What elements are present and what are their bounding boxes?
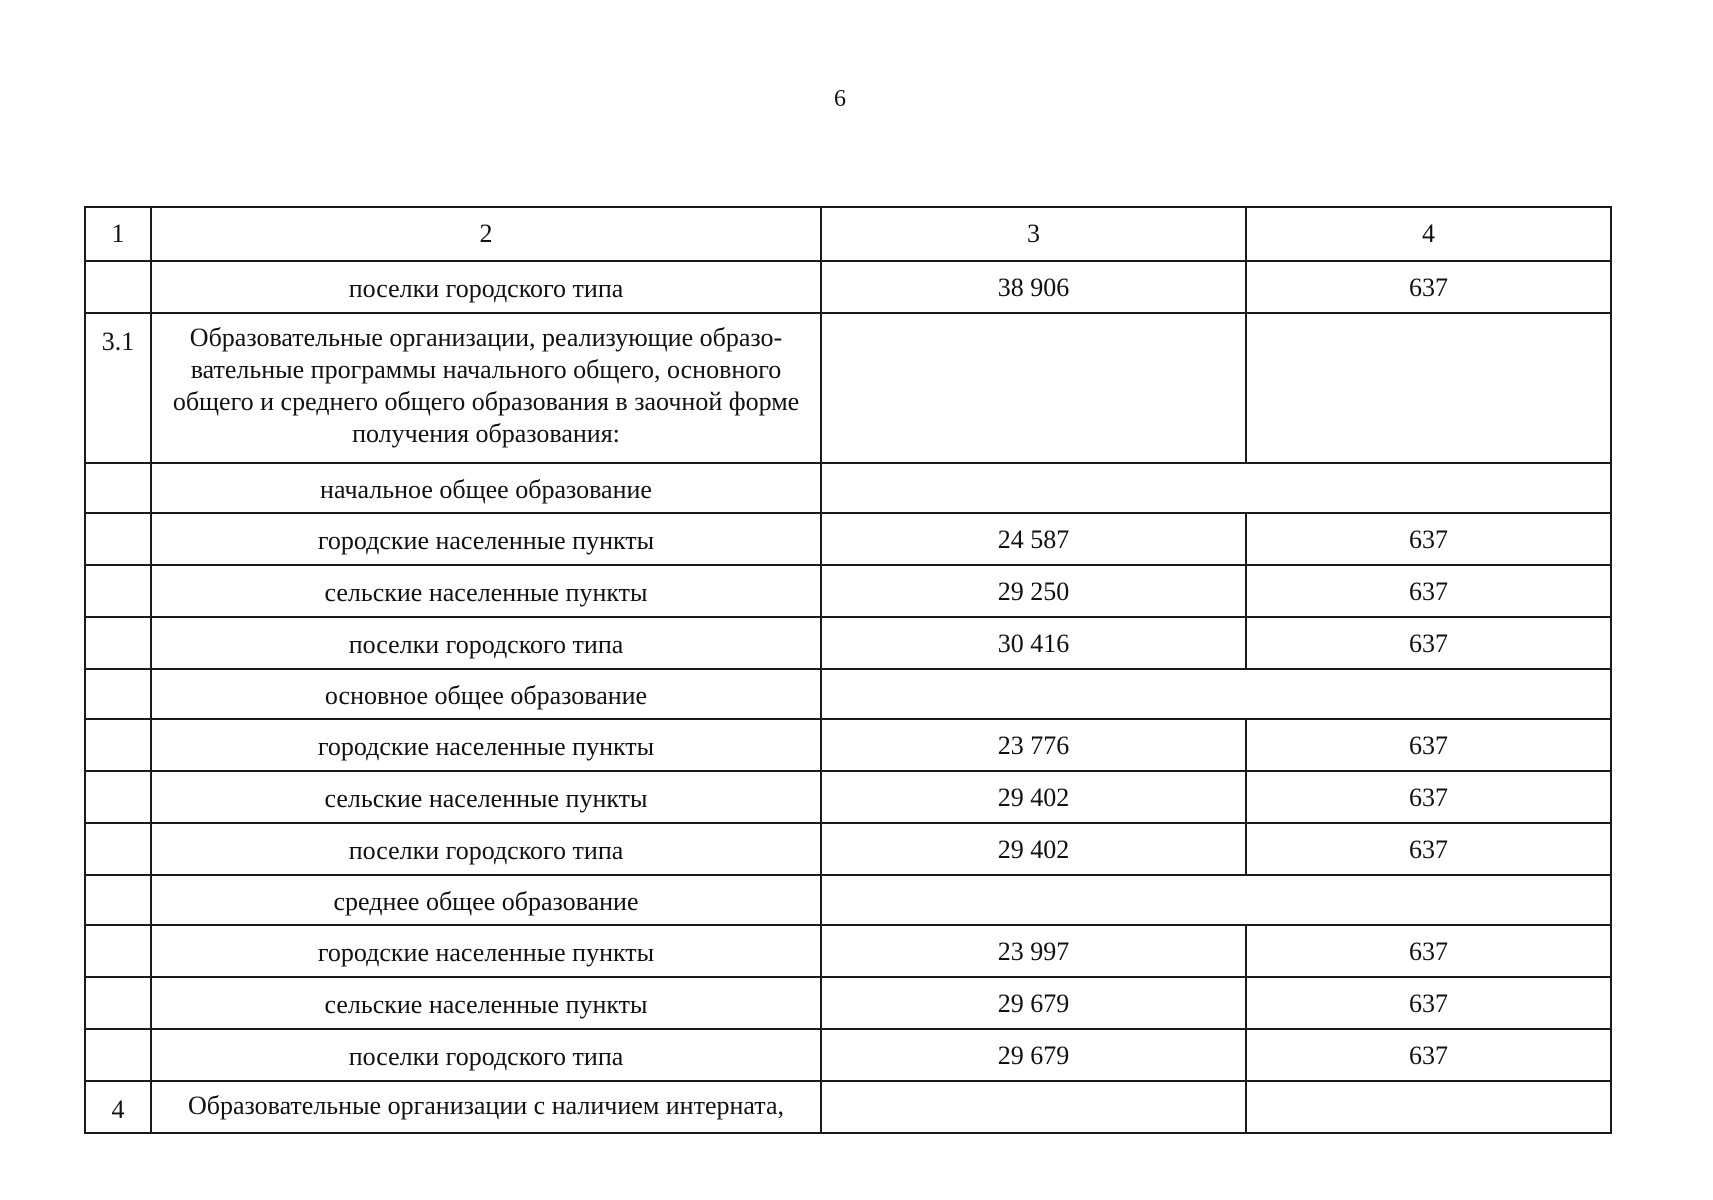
table-row [85,669,1611,719]
row-value-col-3: 38 906 [821,261,1246,313]
row-value-col-3: 23 776 [821,719,1246,771]
row-number [85,1029,151,1081]
row-value-col-4: 637 [1246,925,1611,977]
table-row [85,1029,1611,1081]
row-merged-empty-cell [821,875,1611,925]
row-number [85,565,151,617]
row-value-col-4: 637 [1246,977,1611,1029]
row-number [85,617,151,669]
row-number: 3.1 [85,313,151,463]
row-number [85,719,151,771]
data-table [84,206,1612,1134]
row-description: сельские населенные пункты [151,977,821,1029]
row-value-col-4: 637 [1246,513,1611,565]
row-description: поселки городского типа [151,823,821,875]
row-value-col-3 [821,1081,1246,1133]
row-number [85,771,151,823]
table-row [85,513,1611,565]
row-value-col-4 [1246,1081,1611,1133]
row-value-col-4: 637 [1246,823,1611,875]
header-col-2: 2 [151,207,821,261]
row-merged-empty-cell [821,463,1611,513]
row-merged-empty-cell [821,669,1611,719]
row-description: городские населенные пункты [151,719,821,771]
row-number [85,823,151,875]
header-col-1: 1 [85,207,151,261]
table-row [85,313,1611,463]
row-value-col-4: 637 [1246,565,1611,617]
row-section-heading: начальное общее образование [151,463,821,513]
table-row [85,261,1611,313]
row-value-col-3: 23 997 [821,925,1246,977]
row-description: городские населенные пункты [151,513,821,565]
row-description: поселки городского типа [151,617,821,669]
row-number [85,513,151,565]
row-value-col-3: 29 402 [821,823,1246,875]
row-value-col-3: 24 587 [821,513,1246,565]
row-number [85,463,151,513]
row-value-col-4: 637 [1246,617,1611,669]
table-row [85,1081,1611,1133]
table-row [85,719,1611,771]
row-value-col-4 [1246,313,1611,463]
table-row [85,925,1611,977]
header-col-4: 4 [1246,207,1611,261]
page-number: 6 [834,86,846,112]
row-description: поселки городского типа [151,1029,821,1081]
table-row [85,463,1611,513]
row-description: Образовательные организации с наличием интерната, [151,1081,821,1133]
row-description: сельские населенные пункты [151,771,821,823]
row-value-col-4: 637 [1246,261,1611,313]
table-row [85,823,1611,875]
row-number [85,669,151,719]
table-row [85,565,1611,617]
row-number [85,925,151,977]
table-row [85,977,1611,1029]
row-value-col-3: 29 402 [821,771,1246,823]
row-number [85,977,151,1029]
table-row [85,875,1611,925]
row-number [85,261,151,313]
row-description: сельские населенные пункты [151,565,821,617]
table-row [85,617,1611,669]
row-number: 4 [85,1081,151,1133]
row-description: Образовательные организации, реализующие образо-вательные программы начального общего, основного общего и среднего общего образования в заочной форме получения образования: [151,313,821,463]
row-number [85,875,151,925]
row-value-col-3: 29 679 [821,977,1246,1029]
table-header-row [85,207,1611,261]
row-value-col-3 [821,313,1246,463]
row-value-col-4: 637 [1246,771,1611,823]
row-value-col-4: 637 [1246,719,1611,771]
header-col-3: 3 [821,207,1246,261]
row-value-col-3: 29 679 [821,1029,1246,1081]
row-value-col-4: 637 [1246,1029,1611,1081]
row-value-col-3: 30 416 [821,617,1246,669]
row-section-heading: среднее общее образование [151,875,821,925]
row-description: городские населенные пункты [151,925,821,977]
table-row [85,771,1611,823]
row-value-col-3: 29 250 [821,565,1246,617]
row-section-heading: основное общее образование [151,669,821,719]
row-description: поселки городского типа [151,261,821,313]
